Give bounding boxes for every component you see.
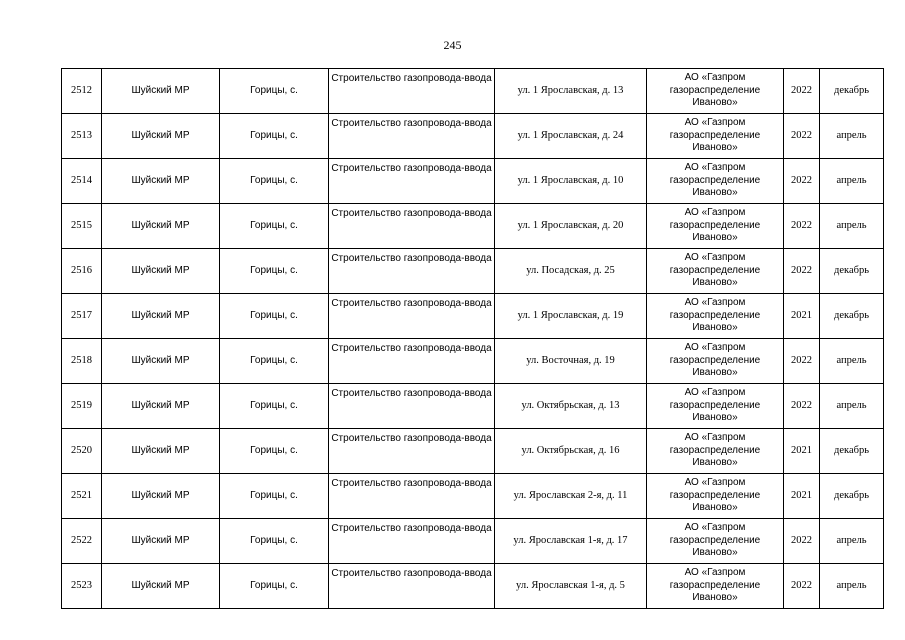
cell-district: Шуйский МР (102, 564, 220, 609)
cell-district: Шуйский МР (102, 204, 220, 249)
table-row (62, 159, 884, 204)
cell-settlement: Горицы, с. (220, 114, 329, 159)
cell-settlement: Горицы, с. (220, 249, 329, 294)
cell-number: 2518 (62, 339, 102, 384)
cell-number: 2522 (62, 519, 102, 564)
cell-year: 2022 (784, 159, 820, 204)
cell-address: ул. Октябрьская, д. 16 (495, 429, 647, 474)
table-row (62, 204, 884, 249)
cell-address: ул. 1 Ярославская, д. 19 (495, 294, 647, 339)
cell-number: 2512 (62, 69, 102, 114)
cell-work-type: Строительство газопровода-ввода (329, 339, 495, 384)
cell-work-type: Строительство газопровода-ввода (329, 384, 495, 429)
cell-district: Шуйский МР (102, 429, 220, 474)
cell-work-type: Строительство газопровода-ввода (329, 294, 495, 339)
table-row (62, 294, 884, 339)
cell-number: 2516 (62, 249, 102, 294)
table-row (62, 114, 884, 159)
cell-organization: АО «Газпром газораспределение Иваново» (647, 429, 784, 474)
cell-year: 2022 (784, 519, 820, 564)
cell-year: 2022 (784, 339, 820, 384)
cell-month: апрель (820, 519, 884, 564)
cell-organization: АО «Газпром газораспределение Иваново» (647, 114, 784, 159)
cell-month: апрель (820, 114, 884, 159)
cell-address: ул. Октябрьская, д. 13 (495, 384, 647, 429)
gasification-table (61, 68, 884, 609)
cell-year: 2022 (784, 384, 820, 429)
table-row (62, 564, 884, 609)
cell-district: Шуйский МР (102, 294, 220, 339)
table-row (62, 519, 884, 564)
table-row (62, 249, 884, 294)
cell-settlement: Горицы, с. (220, 429, 329, 474)
cell-organization: АО «Газпром газораспределение Иваново» (647, 249, 784, 294)
cell-address: ул. 1 Ярославская, д. 20 (495, 204, 647, 249)
cell-organization: АО «Газпром газораспределение Иваново» (647, 564, 784, 609)
cell-settlement: Горицы, с. (220, 159, 329, 204)
cell-month: декабрь (820, 249, 884, 294)
cell-settlement: Горицы, с. (220, 339, 329, 384)
cell-number: 2517 (62, 294, 102, 339)
cell-year: 2021 (784, 474, 820, 519)
cell-address: ул. Восточная, д. 19 (495, 339, 647, 384)
table-row (62, 429, 884, 474)
cell-year: 2021 (784, 429, 820, 474)
cell-district: Шуйский МР (102, 474, 220, 519)
cell-work-type: Строительство газопровода-ввода (329, 429, 495, 474)
cell-district: Шуйский МР (102, 249, 220, 294)
cell-address: ул. 1 Ярославская, д. 24 (495, 114, 647, 159)
cell-settlement: Горицы, с. (220, 384, 329, 429)
cell-work-type: Строительство газопровода-ввода (329, 474, 495, 519)
cell-work-type: Строительство газопровода-ввода (329, 564, 495, 609)
cell-number: 2521 (62, 474, 102, 519)
table-row (62, 339, 884, 384)
table-row (62, 474, 884, 519)
cell-work-type: Строительство газопровода-ввода (329, 69, 495, 114)
cell-year: 2021 (784, 294, 820, 339)
cell-district: Шуйский МР (102, 384, 220, 429)
cell-month: декабрь (820, 294, 884, 339)
cell-district: Шуйский МР (102, 114, 220, 159)
cell-organization: АО «Газпром газораспределение Иваново» (647, 69, 784, 114)
cell-month: апрель (820, 159, 884, 204)
cell-organization: АО «Газпром газораспределение Иваново» (647, 339, 784, 384)
cell-settlement: Горицы, с. (220, 69, 329, 114)
cell-address: ул. Ярославская 1-я, д. 5 (495, 564, 647, 609)
page-number: 245 (443, 38, 462, 52)
cell-number: 2523 (62, 564, 102, 609)
cell-address: ул. 1 Ярославская, д. 10 (495, 159, 647, 204)
cell-work-type: Строительство газопровода-ввода (329, 204, 495, 249)
cell-organization: АО «Газпром газораспределение Иваново» (647, 384, 784, 429)
cell-month: декабрь (820, 69, 884, 114)
cell-address: ул. Ярославская 2-я, д. 11 (495, 474, 647, 519)
cell-number: 2520 (62, 429, 102, 474)
cell-number: 2515 (62, 204, 102, 249)
cell-work-type: Строительство газопровода-ввода (329, 519, 495, 564)
cell-address: ул. 1 Ярославская, д. 13 (495, 69, 647, 114)
cell-organization: АО «Газпром газораспределение Иваново» (647, 204, 784, 249)
cell-year: 2022 (784, 114, 820, 159)
cell-month: апрель (820, 204, 884, 249)
cell-settlement: Горицы, с. (220, 204, 329, 249)
cell-settlement: Горицы, с. (220, 294, 329, 339)
cell-district: Шуйский МР (102, 339, 220, 384)
table-body (62, 69, 884, 609)
table-row (62, 384, 884, 429)
cell-work-type: Строительство газопровода-ввода (329, 249, 495, 294)
cell-month: декабрь (820, 474, 884, 519)
cell-number: 2514 (62, 159, 102, 204)
cell-organization: АО «Газпром газораспределение Иваново» (647, 474, 784, 519)
cell-address: ул. Ярославская 1-я, д. 17 (495, 519, 647, 564)
cell-work-type: Строительство газопровода-ввода (329, 114, 495, 159)
cell-work-type: Строительство газопровода-ввода (329, 159, 495, 204)
cell-year: 2022 (784, 69, 820, 114)
cell-month: апрель (820, 384, 884, 429)
cell-district: Шуйский МР (102, 69, 220, 114)
cell-organization: АО «Газпром газораспределение Иваново» (647, 159, 784, 204)
cell-year: 2022 (784, 564, 820, 609)
cell-settlement: Горицы, с. (220, 474, 329, 519)
cell-month: апрель (820, 564, 884, 609)
cell-year: 2022 (784, 249, 820, 294)
cell-district: Шуйский МР (102, 519, 220, 564)
cell-number: 2513 (62, 114, 102, 159)
table-row (62, 69, 884, 114)
cell-month: декабрь (820, 429, 884, 474)
cell-number: 2519 (62, 384, 102, 429)
cell-organization: АО «Газпром газораспределение Иваново» (647, 519, 784, 564)
cell-settlement: Горицы, с. (220, 564, 329, 609)
cell-month: апрель (820, 339, 884, 384)
cell-organization: АО «Газпром газораспределение Иваново» (647, 294, 784, 339)
cell-settlement: Горицы, с. (220, 519, 329, 564)
cell-year: 2022 (784, 204, 820, 249)
cell-address: ул. Посадская, д. 25 (495, 249, 647, 294)
cell-district: Шуйский МР (102, 159, 220, 204)
